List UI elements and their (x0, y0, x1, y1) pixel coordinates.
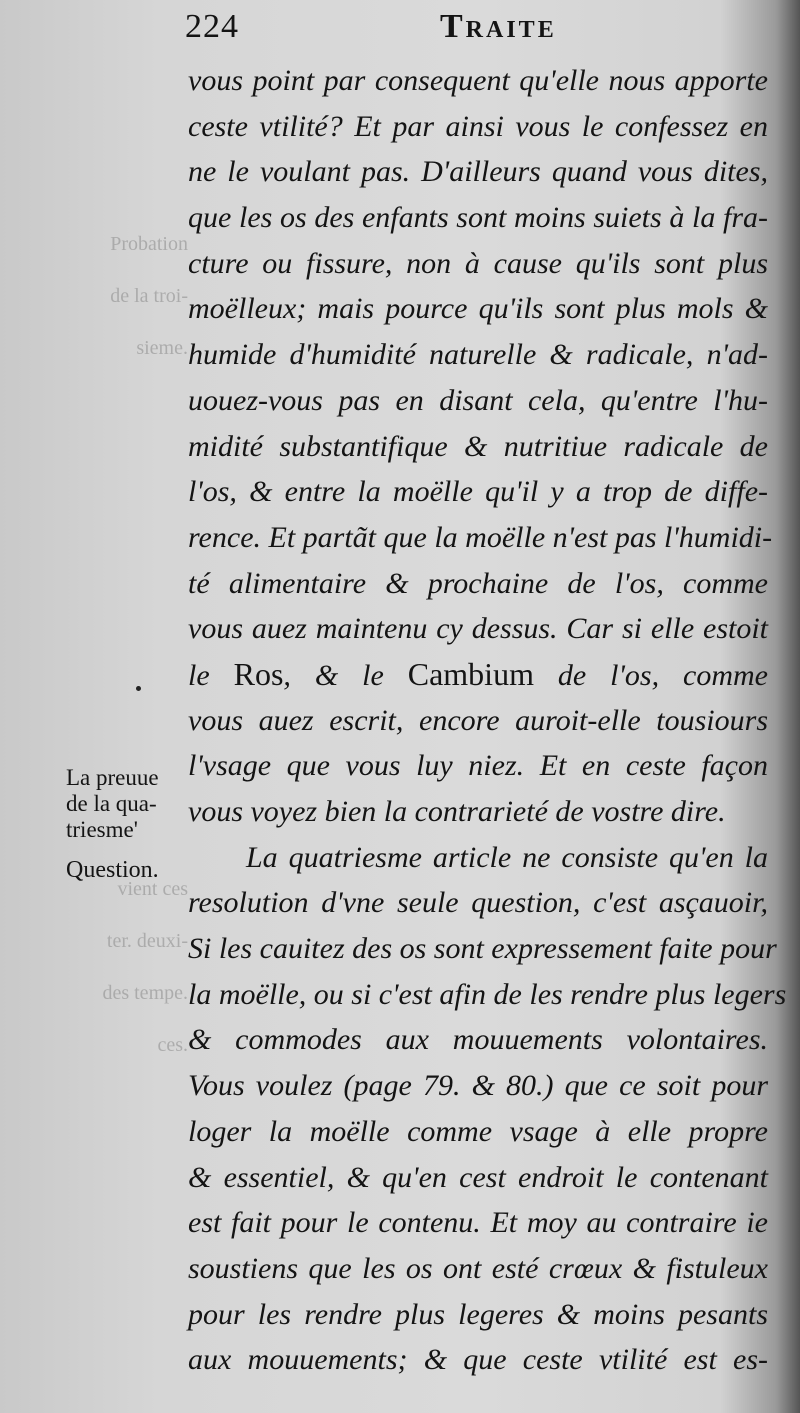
show-through-line: vient ces (117, 878, 188, 900)
text-fragment: le (188, 658, 234, 692)
text-line: humide d'humidité naturelle & radicale, n'ad- (188, 338, 768, 372)
text-line: vous point par consequent qu'elle nous apporte (188, 64, 768, 97)
show-through-line: ter. deuxi- (106, 930, 188, 952)
ink-dot (136, 686, 141, 691)
text-line: que les os des enfants sont moins suiets à la fra- (188, 201, 768, 235)
text-line: loger la moëlle comme vsage à elle propre (188, 1114, 768, 1148)
text-line: midité substantifique & nutritiue radicale de (188, 429, 768, 463)
text-line: uouez-vous pas en disant cela, qu'entre l'hu- (188, 383, 768, 417)
text-line: vous auez escrit, encore auroit-elle tousiours (188, 703, 768, 737)
running-head (185, 8, 785, 52)
show-through-line: des tempe. (102, 982, 188, 1004)
marginal-line: de la qua- (66, 791, 157, 816)
text-line: Si les cauitez des os sont expressement faite pour (188, 932, 777, 966)
marginal-line: La preuue (66, 765, 159, 790)
text-line-paragraph-start: La quatriesme article ne consiste qu'en la (246, 840, 768, 874)
body-text (188, 58, 787, 1383)
text-line: soustiens que les os ont esté crœux & fistuleux (188, 1251, 768, 1285)
text-fragment: , & le (283, 658, 408, 692)
show-through-line: ces. (157, 1034, 188, 1056)
text-line: rence. Et partãt que la moëlle n'est pas l'humidi- (188, 520, 773, 554)
text-line: resolution d'vne seule question, c'est asçauoir, (188, 886, 768, 920)
text-line: & essentiel, & qu'en cest endroit le contenant (188, 1160, 768, 1194)
marginal-line: triesme' (66, 817, 138, 842)
show-through-upper (60, 205, 188, 387)
show-through-line: de la troi- (110, 285, 188, 307)
term-cambium: Cambium (407, 655, 534, 692)
marginal-question: Question. (66, 857, 159, 883)
text-line: ne le voulant pas. D'ailleurs quand vous dites, (188, 155, 768, 189)
text-line-ros-cambium (188, 652, 768, 698)
text-line: aux mouuements; & que ceste vtilité est es- (188, 1343, 768, 1377)
show-through-line: sieme. (136, 337, 188, 359)
text-line: ceste vtilité? Et par ainsi vous le confessez en (188, 109, 768, 143)
show-through-lower (40, 850, 188, 1084)
text-line: la moëlle, ou si c'est afin de les rendre plus legers (188, 977, 787, 1011)
text-line: vous voyez bien la contrarieté de vostre dire. (188, 795, 726, 828)
show-through-line: Probation (110, 233, 188, 255)
text-line: pour les rendre plus legeres & moins pesants (188, 1297, 768, 1331)
text-line: l'os, & entre la moëlle qu'il y a trop de diffe- (188, 475, 768, 509)
text-line: té alimentaire & prochaine de l'os, comme (188, 566, 768, 600)
text-line: & commodes aux mouuements volontaires. (188, 1023, 768, 1057)
page-number: 224 (185, 8, 239, 45)
text-line: est fait pour le contenu. Et moy au contraire ie (188, 1206, 768, 1240)
running-title: Traite (440, 8, 557, 45)
text-line: vous auez maintenu cy dessus. Car si elle estoit (188, 612, 768, 646)
text-line: moëlleux; mais pource qu'ils sont plus mols & (188, 292, 768, 326)
text-line: cture ou fissure, non à cause qu'ils sont plus (188, 246, 768, 280)
marginal-note (66, 765, 191, 883)
text-line: Vous voulez (page 79. & 80.) que ce soit pour (188, 1069, 768, 1103)
text-fragment: de l'os, comme (533, 658, 768, 692)
text-line: l'vsage que vous luy niez. Et en ceste façon (188, 749, 768, 783)
term-ros: Ros (233, 655, 284, 692)
